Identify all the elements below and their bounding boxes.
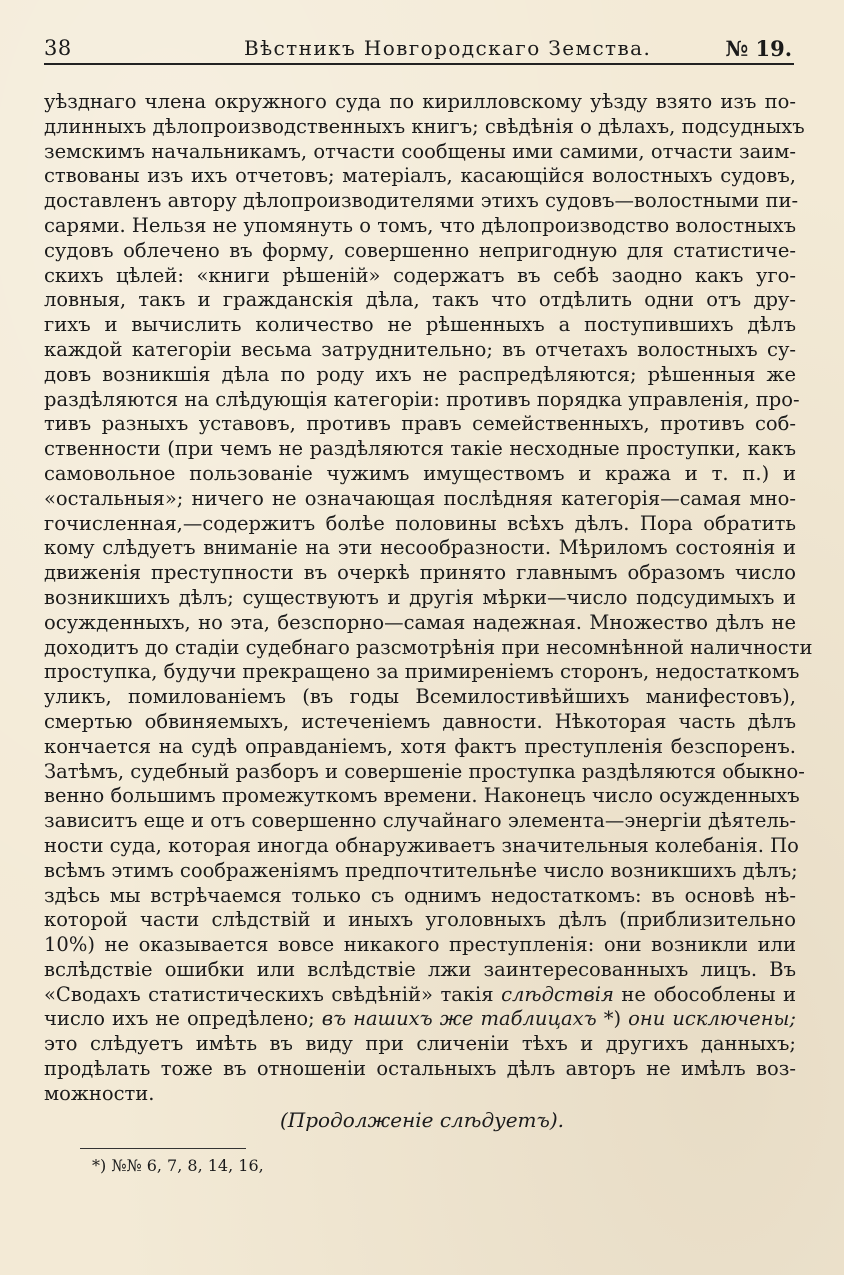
text-line: земскимъ начальникамъ, отчасти сообщены ими самими, отчасти заим- <box>44 139 796 163</box>
text-line: уликъ, помилованіемъ (въ годы Всемилостивѣйшихъ манифестовъ), <box>44 685 796 709</box>
text-line: кончается на судѣ оправданіемъ, хотя фактъ преступленія безспоренъ. <box>44 734 796 758</box>
text-line: Затѣмъ, судебный разборъ и совершеніе проступка раздѣляются обыкно- <box>44 759 805 783</box>
text-segment: не обособлены и <box>621 982 796 1006</box>
text-line-mixed <box>44 983 796 1008</box>
text-line: гихъ и вычислить количество не рѣшенныхъ а поступившихъ дѣлъ <box>44 313 796 337</box>
text-line: сарями. Нельзя не упомянуть о томъ, что дѣлопроизводство волостныхъ <box>44 213 796 237</box>
body-text <box>44 90 813 1107</box>
page-number: 38 <box>44 36 72 60</box>
text-line: уѣзднаго члена окружного суда по кирилловскому уѣзду взято изъ по- <box>44 90 796 113</box>
text-line: всѣмъ этимъ соображеніямъ предпочтительнѣе число возникшихъ дѣлъ; <box>44 858 798 882</box>
footnote-rule <box>80 1148 246 1149</box>
page-header <box>44 36 796 66</box>
text-line: можности. <box>44 1081 155 1105</box>
text-line: «остальныя»; ничего не означающая послѣдняя категорія—самая мно- <box>44 486 796 510</box>
text-line: длинныхъ дѣлопроизводственныхъ книгъ; свѣдѣнія о дѣлахъ, подсудныхъ <box>44 114 805 138</box>
continued-note: (Продолженіе слѣдуетъ). <box>279 1108 565 1132</box>
text-segment: число ихъ не опредѣлено; <box>44 1007 315 1031</box>
text-line: довъ возникшія дѣла по роду ихъ не распредѣляются; рѣшенныя же <box>44 362 796 386</box>
text-line: здѣсь мы встрѣчаемся только съ однимъ недостаткомъ: въ основѣ нѣ- <box>44 883 796 907</box>
italic-word: слѣдствія <box>501 982 614 1006</box>
text-line: гочисленная,—содержитъ болѣе половины всѣхъ дѣлъ. Пора обратить <box>44 511 796 535</box>
issue-number: № 19. <box>725 36 792 61</box>
text-line: доставленъ автору дѣлопроизводителями этихъ судовъ—волостными пи- <box>44 189 799 213</box>
text-line: которой части слѣдствій и иныхъ уголовныхъ дѣлъ (приблизительно <box>44 908 796 932</box>
text-line: тивъ разныхъ уставовъ, противъ правъ семейственныхъ, противъ соб- <box>44 412 796 436</box>
running-title: Вѣстникъ Новгородскаго Земства. <box>244 36 652 60</box>
text-line: судовъ облечено въ форму, совершенно непригодную для статистиче- <box>44 238 796 262</box>
text-line: скихъ цѣлей: «книги рѣшеній» содержатъ въ себѣ заодно какъ уго- <box>44 263 796 287</box>
text-line: осужденныхъ, но эта, безспорно—самая надежная. Множество дѣлъ не <box>44 610 796 634</box>
text-line: венно большимъ промежуткомъ времени. Наконецъ число осужденныхъ <box>44 784 800 808</box>
text-line: ствованы изъ ихъ отчетовъ; матеріалъ, касающійся волостныхъ судовъ, <box>44 164 796 188</box>
text-line: ности суда, которая иногда обнаруживаетъ значительныя колебанія. По <box>44 833 799 857</box>
footnote-marker: *) <box>603 1007 622 1031</box>
text-line: продѣлать тоже въ отношеніи остальныхъ дѣлъ авторъ не имѣлъ воз- <box>44 1057 796 1081</box>
text-line: возникшихъ дѣлъ; существуютъ и другія мѣрки—число подсудимыхъ и <box>44 585 796 609</box>
text-line: раздѣляются на слѣдующія категоріи: противъ порядка управленія, про- <box>44 387 800 411</box>
text-line: ственности (при чемъ не раздѣляются такіе несходные проступки, какъ <box>44 437 796 461</box>
italic-phrase: они исключены; <box>628 1007 796 1031</box>
text-line: доходитъ до стадіи судебнаго разсмотрѣнія при несомнѣнной наличности <box>44 635 813 659</box>
text-line: проступка, будучи прекращено за примиреніемъ сторонъ, недостаткомъ <box>44 660 800 684</box>
header-rule <box>44 63 794 65</box>
text-segment: «Сводахъ статистическихъ свѣдѣній» такія <box>44 982 494 1006</box>
text-line-mixed <box>44 1007 796 1032</box>
text-line: 10%) не оказывается вовсе никакого преступленія: они возникли или <box>44 933 796 957</box>
text-line: зависитъ еще и отъ совершенно случайнаго элемента—энергіи дѣятель- <box>44 809 796 833</box>
text-line: самовольное пользованіе чужимъ имуществомъ и кража и т. п.) и <box>44 461 796 485</box>
text-line: каждой категоріи весьма затруднительно; въ отчетахъ волостныхъ су- <box>44 337 796 361</box>
footnote: *) №№ 6, 7, 8, 14, 16, <box>92 1156 264 1175</box>
text-line: кому слѣдуетъ вниманіе на эти несообразности. Мѣриломъ состоянія и <box>44 536 796 560</box>
text-line: движенія преступности въ очеркѣ принято главнымъ образомъ число <box>44 561 796 585</box>
text-line: смертью обвиняемыхъ, истеченіемъ давности. Нѣкоторая часть дѣлъ <box>44 709 796 733</box>
italic-phrase: въ нашихъ же таблицахъ <box>321 1007 597 1031</box>
text-line: ловныя, такъ и гражданскія дѣла, такъ что отдѣлить одни отъ дру- <box>44 288 796 312</box>
text-line: вслѣдствіе ошибки или вслѣдствіе лжи заинтересованныхъ лицъ. Въ <box>44 957 796 981</box>
text-line: это слѣдуетъ имѣть въ виду при сличеніи тѣхъ и другихъ данныхъ; <box>44 1032 796 1056</box>
